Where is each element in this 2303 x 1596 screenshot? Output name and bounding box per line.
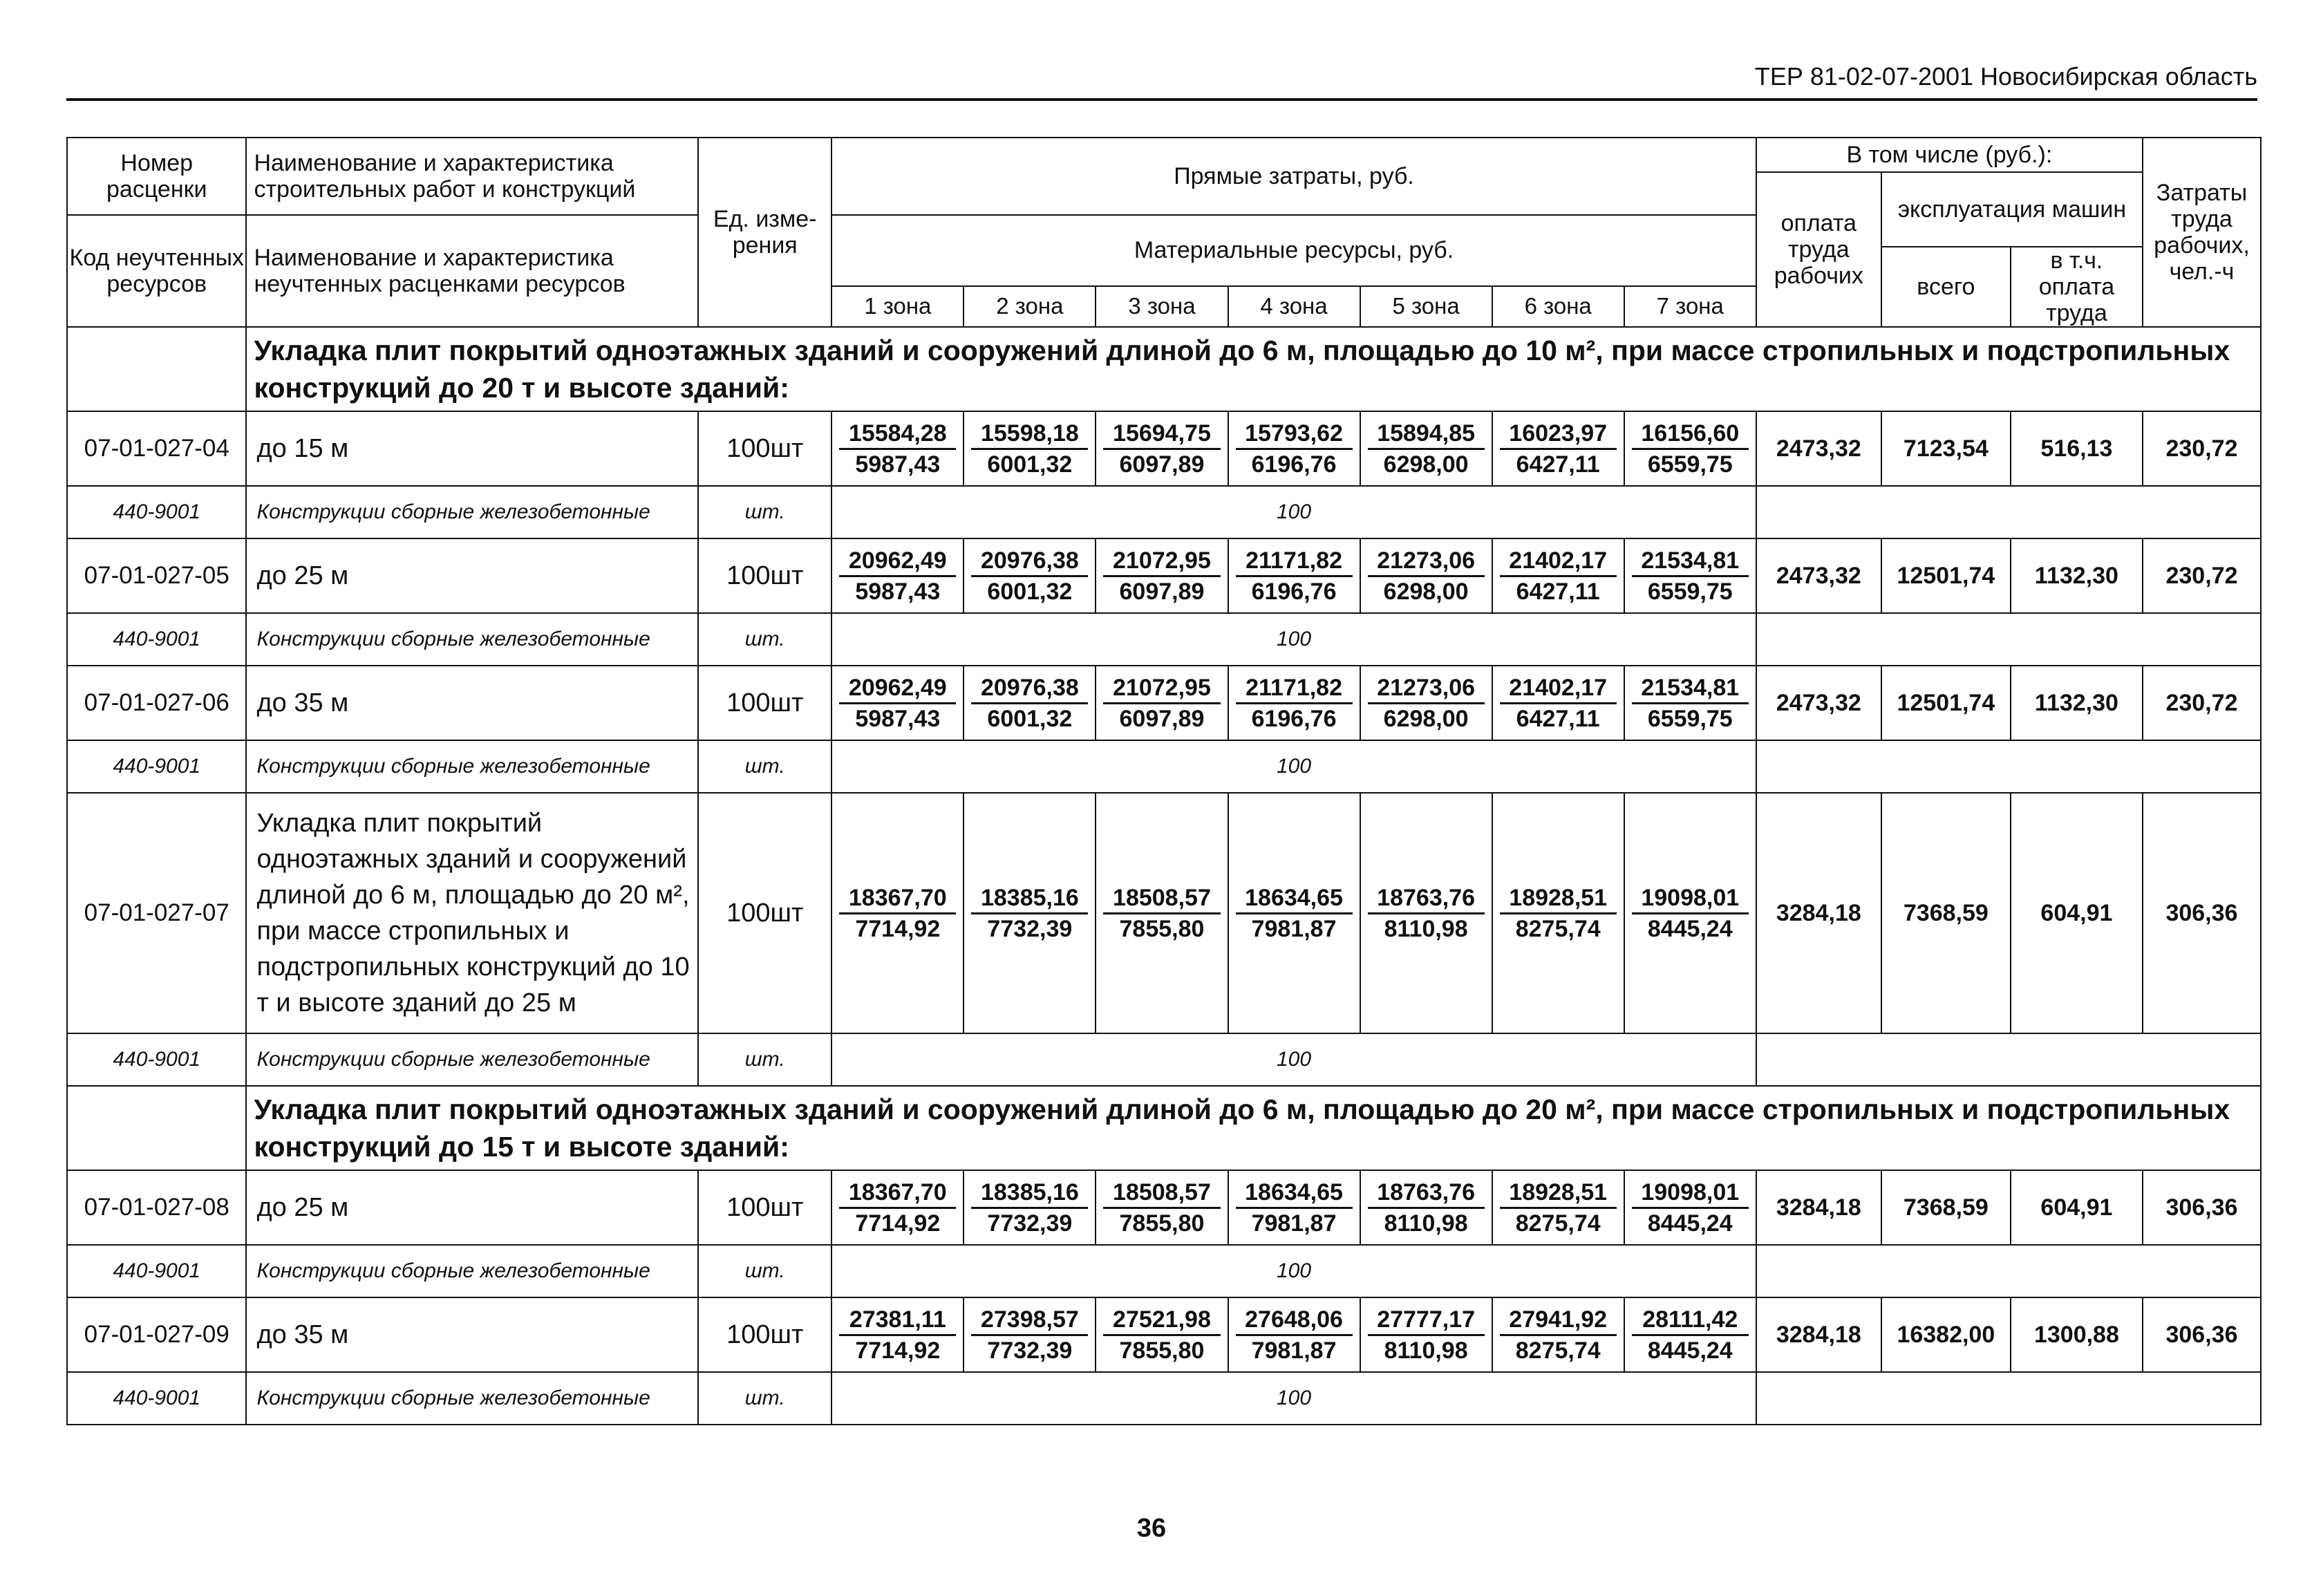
rate-unit: 100шт [698, 411, 831, 486]
zone-direct-cost: 15584,28 [839, 419, 956, 450]
zone-direct-cost: 18634,65 [1236, 883, 1353, 914]
labor-costs-value: 306,36 [2143, 793, 2261, 1033]
resource-name: Конструкции сборные железобетонные [246, 1245, 698, 1297]
rate-unit: 100шт [698, 1297, 831, 1372]
zone-material-cost: 7732,39 [987, 1337, 1073, 1364]
zone-direct-cost: 21534,81 [1632, 673, 1749, 704]
zone-cost-cell [831, 1297, 964, 1372]
zone-direct-cost: 15793,62 [1236, 419, 1353, 450]
zone-material-cost: 5987,43 [855, 705, 941, 732]
resource-unit: шт. [698, 740, 831, 793]
resource-unit: шт. [698, 486, 831, 538]
zone-cost-cell [1492, 1170, 1624, 1245]
zone-cost-cell [1228, 666, 1360, 740]
resource-name: Конструкции сборные железобетонные [246, 740, 698, 793]
resource-name: Конструкции сборные железобетонные [246, 486, 698, 538]
zone-material-cost: 6196,76 [1251, 705, 1337, 732]
resource-quantity: 100 [831, 1372, 1756, 1425]
resource-unit: шт. [698, 1033, 831, 1086]
zone-direct-cost: 20976,38 [971, 546, 1088, 577]
machine-ops-header: эксплуатация машин [1881, 172, 2143, 247]
rate-name: до 15 м [246, 411, 698, 486]
resource-name: Конструкции сборные железобетонные [246, 1033, 698, 1086]
resource-quantity: 100 [831, 1033, 1756, 1086]
machine-total-header: всего [1881, 247, 2011, 327]
zone-material-cost: 7855,80 [1119, 915, 1205, 942]
resource-name-header: Наименование и характеристика неучтенных расценками ресурсов [246, 215, 698, 327]
resource-empty [1756, 1372, 2261, 1425]
section-row [67, 1086, 2261, 1170]
zone-direct-cost: 21273,06 [1368, 546, 1485, 577]
zone-direct-cost: 16156,60 [1632, 419, 1749, 450]
zone-material-cost: 6196,76 [1251, 451, 1337, 478]
zone-material-cost: 8445,24 [1647, 915, 1733, 942]
resource-name: Конструкции сборные железобетонные [246, 1372, 698, 1425]
zone-cost-cell [964, 793, 1096, 1033]
rate-unit: 100шт [698, 1170, 831, 1245]
rate-unit: 100шт [698, 538, 831, 613]
zone-cost-cell [831, 411, 964, 486]
labor-costs-value: 230,72 [2143, 538, 2261, 613]
resource-unit: шт. [698, 1372, 831, 1425]
zone-cost-cell [831, 793, 964, 1033]
zone-material-cost: 6097,89 [1119, 451, 1205, 478]
rate-row [67, 793, 2261, 1033]
zone-header: 4 зона [1228, 286, 1360, 327]
zone-material-cost: 6196,76 [1251, 578, 1337, 605]
resource-unit: шт. [698, 1245, 831, 1297]
machine-total-value: 12501,74 [1881, 666, 2011, 740]
zone-material-cost: 6427,11 [1516, 451, 1600, 478]
rate-row [67, 666, 2261, 740]
zone-direct-cost: 18634,65 [1236, 1178, 1353, 1209]
resource-row [67, 486, 2261, 538]
zone-cost-cell [831, 666, 964, 740]
zone-material-cost: 6559,75 [1647, 578, 1733, 605]
work-name-header: Наименование и характеристика строительных работ и конструкций [246, 138, 698, 215]
zone-direct-cost: 27777,17 [1368, 1305, 1485, 1336]
zone-material-cost: 6001,32 [987, 705, 1073, 732]
resource-quantity: 100 [831, 740, 1756, 793]
including-header: В том числе (руб.): [1756, 138, 2143, 172]
resource-code-header: Код неучтенных ресурсов [67, 215, 246, 327]
direct-costs-header: Прямые затраты, руб. [831, 138, 1756, 215]
zone-material-cost: 6097,89 [1119, 705, 1205, 732]
zone-material-cost: 8110,98 [1384, 1337, 1468, 1364]
labor-costs-value: 306,36 [2143, 1170, 2261, 1245]
zone-direct-cost: 20962,49 [839, 546, 956, 577]
zone-cost-cell [1228, 411, 1360, 486]
machine-total-value: 16382,00 [1881, 1297, 2011, 1372]
zone-direct-cost: 21171,82 [1236, 673, 1353, 704]
rate-name: до 35 м [246, 666, 698, 740]
zone-direct-cost: 19098,01 [1632, 883, 1749, 914]
zone-direct-cost: 27521,98 [1103, 1305, 1220, 1336]
zone-cost-cell [1360, 538, 1492, 613]
labor-costs-value: 230,72 [2143, 666, 2261, 740]
resource-empty [1756, 486, 2261, 538]
zone-cost-cell [1228, 538, 1360, 613]
rate-unit: 100шт [698, 793, 831, 1033]
zone-material-cost: 6559,75 [1647, 705, 1733, 732]
document-title: ТЕР 81-02-07-2001 Новосибирская область [1754, 62, 2257, 91]
zone-direct-cost: 21402,17 [1500, 546, 1617, 577]
zone-cost-cell [1492, 538, 1624, 613]
zone-cost-cell [1096, 411, 1228, 486]
material-resources-header: Материальные ресурсы, руб. [831, 215, 1756, 286]
page-header [66, 59, 2257, 101]
labor-pay-value: 2473,32 [1756, 411, 1881, 486]
zone-direct-cost: 15894,85 [1368, 419, 1485, 450]
zone-header: 6 зона [1492, 286, 1624, 327]
zone-cost-cell [1624, 1170, 1756, 1245]
zone-cost-cell [1624, 1297, 1756, 1372]
rates-table [66, 137, 2262, 1425]
zone-material-cost: 8445,24 [1647, 1210, 1733, 1237]
resource-row [67, 1372, 2261, 1425]
zone-material-cost: 7714,92 [855, 1210, 941, 1237]
zone-material-cost: 6298,00 [1383, 705, 1469, 732]
zone-material-cost: 7732,39 [987, 915, 1073, 942]
zone-material-cost: 7714,92 [855, 1337, 941, 1364]
zone-cost-cell [1096, 793, 1228, 1033]
resource-quantity: 100 [831, 1245, 1756, 1297]
zone-cost-cell [1228, 1297, 1360, 1372]
zone-material-cost: 6298,00 [1383, 578, 1469, 605]
resource-code: 440-9001 [67, 1372, 246, 1425]
machine-labor-value: 604,91 [2011, 793, 2143, 1033]
section-code-cell [67, 327, 246, 411]
zone-material-cost: 6427,11 [1516, 705, 1600, 732]
resource-unit: шт. [698, 613, 831, 666]
zone-direct-cost: 21072,95 [1103, 673, 1220, 704]
rate-code: 07-01-027-08 [67, 1170, 246, 1245]
zone-cost-cell [1492, 793, 1624, 1033]
page-number: 36 [1136, 1514, 1167, 1543]
zone-cost-cell [1624, 538, 1756, 613]
zone-material-cost: 7714,92 [855, 915, 941, 942]
zone-cost-cell [1096, 666, 1228, 740]
zone-cost-cell [1624, 793, 1756, 1033]
zone-material-cost: 6001,32 [987, 578, 1073, 605]
zone-material-cost: 7981,87 [1251, 1337, 1337, 1364]
labor-pay-value: 3284,18 [1756, 793, 1881, 1033]
zone-material-cost: 7981,87 [1251, 915, 1337, 942]
zone-direct-cost: 27648,06 [1236, 1305, 1353, 1336]
machine-labor-value: 516,13 [2011, 411, 2143, 486]
resource-row [67, 740, 2261, 793]
zone-direct-cost: 15598,18 [971, 419, 1088, 450]
zone-cost-cell [964, 538, 1096, 613]
resource-code: 440-9001 [67, 1245, 246, 1297]
machine-labor-value: 1300,88 [2011, 1297, 2143, 1372]
zone-cost-cell [964, 1297, 1096, 1372]
zone-direct-cost: 21171,82 [1236, 546, 1353, 577]
zone-material-cost: 5987,43 [855, 451, 941, 478]
zone-cost-cell [1492, 666, 1624, 740]
zone-cost-cell [1360, 666, 1492, 740]
zone-header: 7 зона [1624, 286, 1756, 327]
zone-cost-cell [1624, 666, 1756, 740]
zone-direct-cost: 18367,70 [839, 883, 956, 914]
zone-material-cost: 5987,43 [855, 578, 941, 605]
zone-direct-cost: 15694,75 [1103, 419, 1220, 450]
zone-material-cost: 6559,75 [1647, 451, 1733, 478]
zone-material-cost: 6001,32 [987, 451, 1073, 478]
zone-direct-cost: 18385,16 [971, 883, 1088, 914]
zone-header: 3 зона [1096, 286, 1228, 327]
zone-cost-cell [1492, 1297, 1624, 1372]
zone-material-cost: 8110,98 [1384, 915, 1468, 942]
labor-costs-header: Затраты труда рабочих, чел.-ч [2143, 138, 2261, 327]
zone-cost-cell [964, 666, 1096, 740]
labor-pay-header: оплата труда рабочих [1756, 172, 1881, 327]
resource-quantity: 100 [831, 486, 1756, 538]
resource-code: 440-9001 [67, 740, 246, 793]
zone-material-cost: 8445,24 [1647, 1337, 1733, 1364]
zone-direct-cost: 18367,70 [839, 1178, 956, 1209]
zone-header: 2 зона [964, 286, 1096, 327]
zone-direct-cost: 18385,16 [971, 1178, 1088, 1209]
section-row [67, 327, 2261, 411]
resource-quantity: 100 [831, 613, 1756, 666]
zone-direct-cost: 27941,92 [1500, 1305, 1617, 1336]
zone-cost-cell [1096, 538, 1228, 613]
labor-costs-value: 306,36 [2143, 1297, 2261, 1372]
zone-direct-cost: 19098,01 [1632, 1178, 1749, 1209]
zone-direct-cost: 27381,11 [839, 1305, 956, 1336]
resource-code: 440-9001 [67, 486, 246, 538]
zone-direct-cost: 18508,57 [1103, 1178, 1220, 1209]
rate-unit: 100шт [698, 666, 831, 740]
zone-header: 1 зона [831, 286, 964, 327]
resource-empty [1756, 613, 2261, 666]
zone-direct-cost: 16023,97 [1500, 419, 1617, 450]
zone-header: 5 зона [1360, 286, 1492, 327]
resource-name: Конструкции сборные железобетонные [246, 613, 698, 666]
rate-code: 07-01-027-07 [67, 793, 246, 1033]
zone-material-cost: 8275,74 [1515, 1337, 1601, 1364]
labor-costs-value: 230,72 [2143, 411, 2261, 486]
labor-pay-value: 2473,32 [1756, 666, 1881, 740]
rate-number-header: Номер расценки [67, 138, 246, 215]
zone-direct-cost: 20962,49 [839, 673, 956, 704]
zone-direct-cost: 21072,95 [1103, 546, 1220, 577]
zone-direct-cost: 21273,06 [1368, 673, 1485, 704]
zone-direct-cost: 18928,51 [1500, 1178, 1617, 1209]
rate-code: 07-01-027-04 [67, 411, 246, 486]
section-title: Укладка плит покрытий одноэтажных зданий и сооружений длиной до 6 м, площадью до 20 м², при массе стропильных и подстропильных конструкций до 15 т и высоте зданий: [246, 1086, 2261, 1170]
zone-cost-cell [1624, 411, 1756, 486]
zone-cost-cell [1360, 793, 1492, 1033]
zone-cost-cell [964, 1170, 1096, 1245]
labor-pay-value: 2473,32 [1756, 538, 1881, 613]
zone-material-cost: 7855,80 [1119, 1337, 1205, 1364]
zone-direct-cost: 20976,38 [971, 673, 1088, 704]
machine-labor-header: в т.ч. оплата труда [2011, 247, 2143, 327]
rate-name: до 25 м [246, 538, 698, 613]
machine-total-value: 12501,74 [1881, 538, 2011, 613]
rate-code: 07-01-027-06 [67, 666, 246, 740]
resource-code: 440-9001 [67, 613, 246, 666]
machine-labor-value: 1132,30 [2011, 666, 2143, 740]
zone-cost-cell [1228, 793, 1360, 1033]
zone-cost-cell [964, 411, 1096, 486]
zone-direct-cost: 21402,17 [1500, 673, 1617, 704]
resource-empty [1756, 1245, 2261, 1297]
zone-direct-cost: 27398,57 [971, 1305, 1088, 1336]
rate-code: 07-01-027-09 [67, 1297, 246, 1372]
zone-material-cost: 7981,87 [1251, 1210, 1337, 1237]
resource-empty [1756, 1033, 2261, 1086]
resource-empty [1756, 740, 2261, 793]
rate-row [67, 1297, 2261, 1372]
rate-code: 07-01-027-05 [67, 538, 246, 613]
rate-name: до 35 м [246, 1297, 698, 1372]
zone-direct-cost: 21534,81 [1632, 546, 1749, 577]
resource-row [67, 613, 2261, 666]
zone-cost-cell [1096, 1297, 1228, 1372]
zone-material-cost: 8110,98 [1384, 1210, 1468, 1237]
zone-direct-cost: 18763,76 [1368, 1178, 1485, 1209]
zone-cost-cell [1360, 411, 1492, 486]
zone-direct-cost: 28111,42 [1632, 1305, 1749, 1336]
rate-row [67, 1170, 2261, 1245]
zone-material-cost: 6298,00 [1383, 451, 1469, 478]
zone-direct-cost: 18508,57 [1103, 883, 1220, 914]
zone-cost-cell [1360, 1170, 1492, 1245]
zone-direct-cost: 18763,76 [1368, 883, 1485, 914]
machine-total-value: 7123,54 [1881, 411, 2011, 486]
zone-cost-cell [1492, 411, 1624, 486]
labor-pay-value: 3284,18 [1756, 1297, 1881, 1372]
rate-row [67, 538, 2261, 613]
zone-material-cost: 6427,11 [1516, 578, 1600, 605]
machine-total-value: 7368,59 [1881, 1170, 2011, 1245]
resource-code: 440-9001 [67, 1033, 246, 1086]
unit-header: Ед. изме-рения [698, 138, 831, 327]
rate-name: Укладка плит покрытий одноэтажных зданий и сооружений длиной до 6 м, площадью до 20 м², при массе стропильных и подстропильных конструкций до 10 т и высоте зданий до 25 м [246, 793, 698, 1033]
machine-labor-value: 1132,30 [2011, 538, 2143, 613]
resource-row [67, 1033, 2261, 1086]
zone-material-cost: 7732,39 [987, 1210, 1073, 1237]
section-code-cell [67, 1086, 246, 1170]
zone-material-cost: 8275,74 [1515, 1210, 1601, 1237]
zone-material-cost: 6097,89 [1119, 578, 1205, 605]
zone-direct-cost: 18928,51 [1500, 883, 1617, 914]
zone-material-cost: 7855,80 [1119, 1210, 1205, 1237]
resource-row [67, 1245, 2261, 1297]
machine-labor-value: 604,91 [2011, 1170, 2143, 1245]
zone-cost-cell [831, 1170, 964, 1245]
rate-row [67, 411, 2261, 486]
rate-name: до 25 м [246, 1170, 698, 1245]
labor-pay-value: 3284,18 [1756, 1170, 1881, 1245]
zone-cost-cell [831, 538, 964, 613]
zone-cost-cell [1360, 1297, 1492, 1372]
zone-cost-cell [1228, 1170, 1360, 1245]
zone-cost-cell [1096, 1170, 1228, 1245]
machine-total-value: 7368,59 [1881, 793, 2011, 1033]
zone-material-cost: 8275,74 [1515, 915, 1601, 942]
section-title: Укладка плит покрытий одноэтажных зданий и сооружений длиной до 6 м, площадью до 10 м², при массе стропильных и подстропильных конструкций до 20 т и высоте зданий: [246, 327, 2261, 411]
